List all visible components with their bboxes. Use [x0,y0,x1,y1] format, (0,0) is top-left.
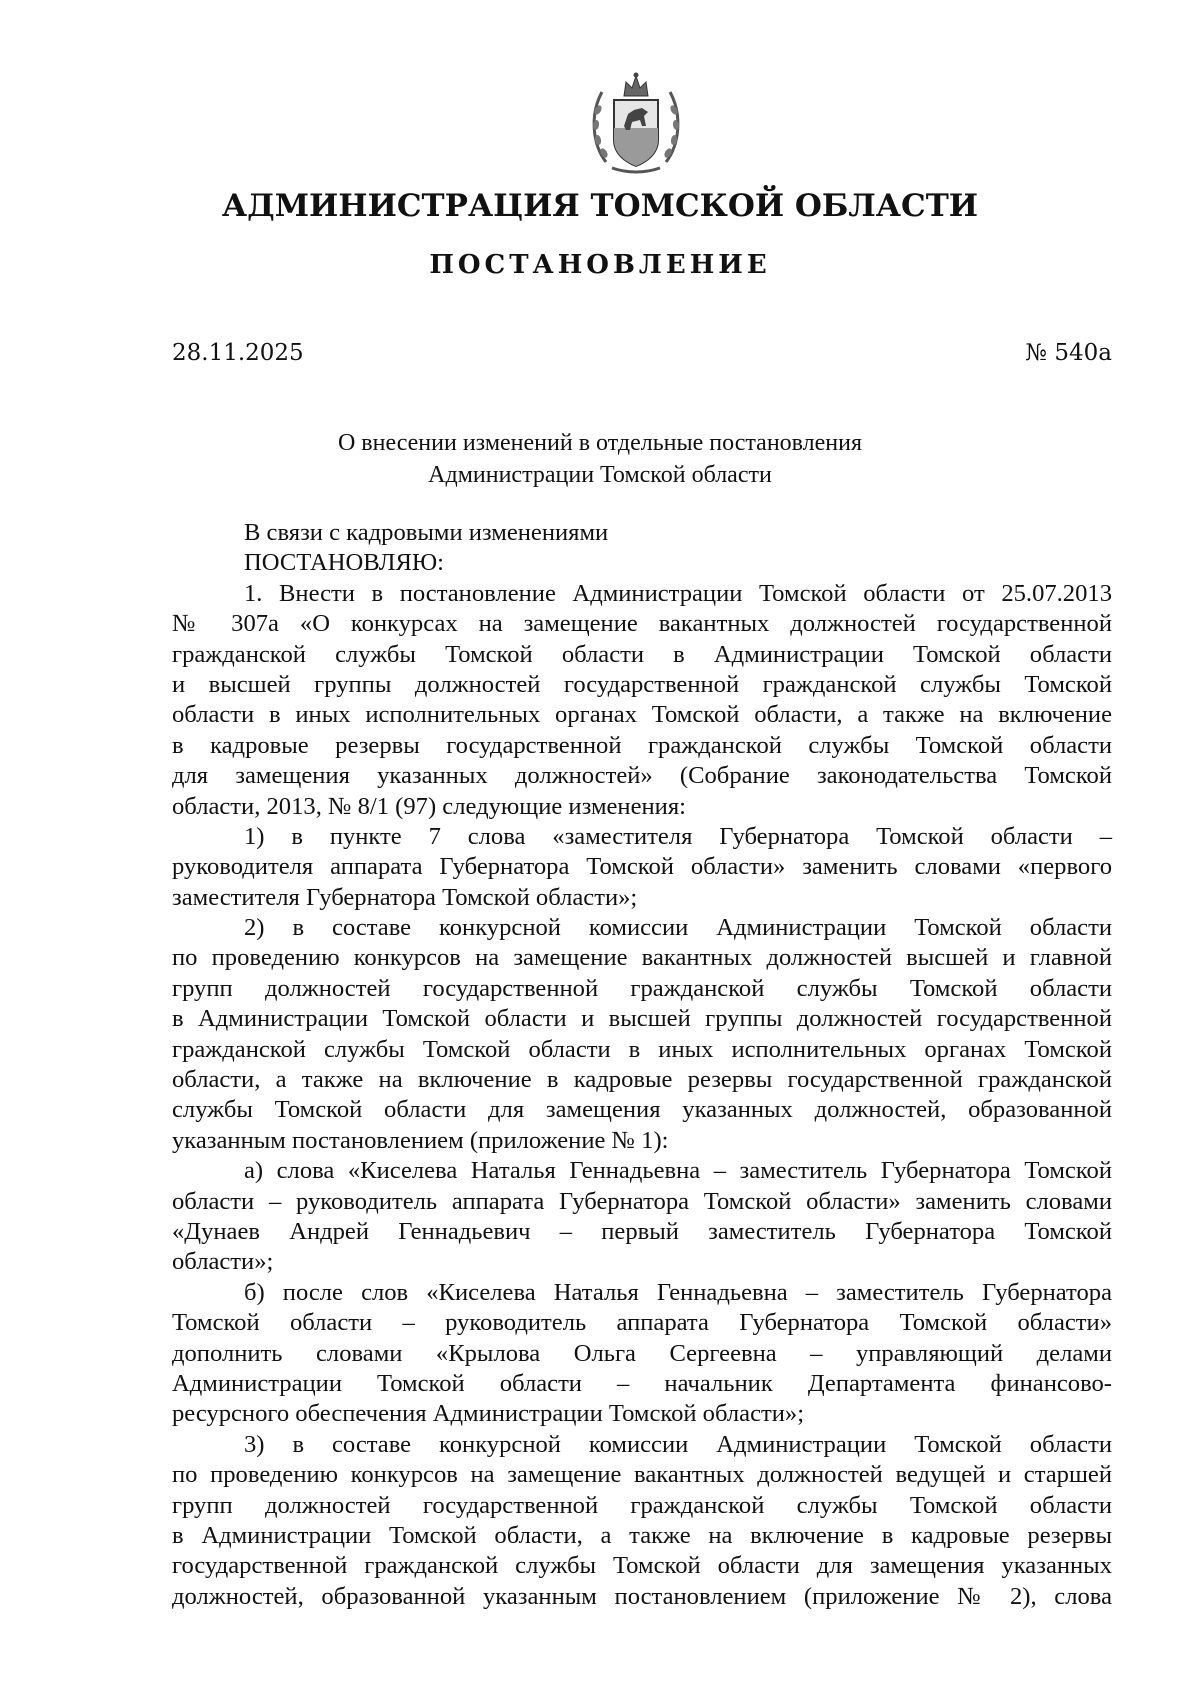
body-line: области в иных исполнительных органах Томской области, а также на включение [172,701,1112,729]
body-line: должностей, образованной указанным постановлением (приложение № 2), слова [172,1582,1112,1610]
body-line: по проведению конкурсов на замещение вакантных должностей высшей и главной [172,944,1112,972]
body-line: 1. Внести в постановление Администрации Томской области от 25.07.2013 [244,579,1112,607]
body-line: ресурсного обеспечения Администрации Томской области»; [172,1400,805,1428]
title-line: О внесении изменений в отдельные постановления [337,430,863,456]
body-line: службы Томской области для замещения указанных должностей, образованной [172,1096,1112,1124]
document-title [0,427,1200,491]
body-line: государственной гражданской службы Томской области для замещения указанных [172,1552,1112,1580]
body-line: В связи с кадровыми изменениями [244,519,609,546]
coat-of-arms-icon [586,70,686,176]
body-line: групп должностей государственной гражданской службы Томской области [172,1491,1112,1519]
document-number: № 540а [1025,340,1112,366]
body-line: 3) в составе конкурсной комиссии Администрации Томской области [244,1430,1112,1458]
body-line: дополнить словами «Крылова Ольга Сергеевна – управляющий делами [172,1339,1112,1367]
document-date: 28.11.2025 [172,340,304,366]
body-line: Администрации Томской области – начальник Департамента финансово- [172,1369,1112,1397]
body-line: 1) в пункте 7 слова «заместителя Губернатора Томской области – [244,822,1112,850]
body-line: и высшей группы должностей государственной гражданской службы Томской [172,670,1112,698]
body-line: заместителя Губернатора Томской области»; [172,883,638,911]
body-line: области, а также на включение в кадровые резервы государственной гражданской [172,1066,1112,1094]
body-line: № 307а «О конкурсах на замещение вакантных должностей государственной [172,610,1112,638]
body-line: руководителя аппарата Губернатора Томской области» заменить словами «первого [172,853,1112,881]
body-line: области, 2013, № 8/1 (97) следующие изменения: [172,792,686,820]
body-line: указанным постановлением (приложение № 1): [172,1126,669,1154]
title-line: Администрации Томской области [428,462,772,488]
body-line: 2) в составе конкурсной комиссии Администрации Томской области [244,914,1112,942]
body-line: ПОСТАНОВЛЯЮ: [244,549,444,577]
document-type: ПОСТАНОВЛЕНИЕ [429,250,771,280]
body-line: в Администрации Томской области, а также на включение в кадровые резервы [172,1521,1112,1549]
organization-name: АДМИНИСТРАЦИЯ ТОМСКОЙ ОБЛАСТИ [221,188,979,224]
body-line: для замещения указанных должностей» (Собрание законодательства Томской [172,762,1112,790]
body-line: групп должностей государственной гражданской службы Томской области [172,974,1112,1002]
body-line: а) слова «Киселева Наталья Геннадьевна – заместитель Губернатора Томской [244,1157,1112,1185]
body-line: в кадровые резервы государственной гражданской службы Томской области [172,731,1112,759]
body-line: области – руководитель аппарата Губернатора Томской области» заменить словами [172,1187,1112,1215]
body-line: области»; [172,1248,274,1276]
body-line: по проведению конкурсов на замещение вакантных должностей ведущей и старшей [172,1461,1112,1489]
body-line: Томской области – руководитель аппарата Губернатора Томской области» [172,1309,1112,1337]
body-line: гражданской службы Томской области в иных исполнительных органах Томской [172,1035,1112,1063]
body-line: в Администрации Томской области и высшей группы должностей государственной [172,1005,1112,1033]
body-line: гражданской службы Томской области в Администрации Томской области [172,640,1112,668]
document-body [172,518,1112,1612]
body-line: «Дунаев Андрей Геннадьевич – первый заместитель Губернатора Томской [172,1217,1112,1245]
body-line: б) после слов «Киселева Наталья Геннадьевна – заместитель Губернатора [244,1278,1112,1306]
